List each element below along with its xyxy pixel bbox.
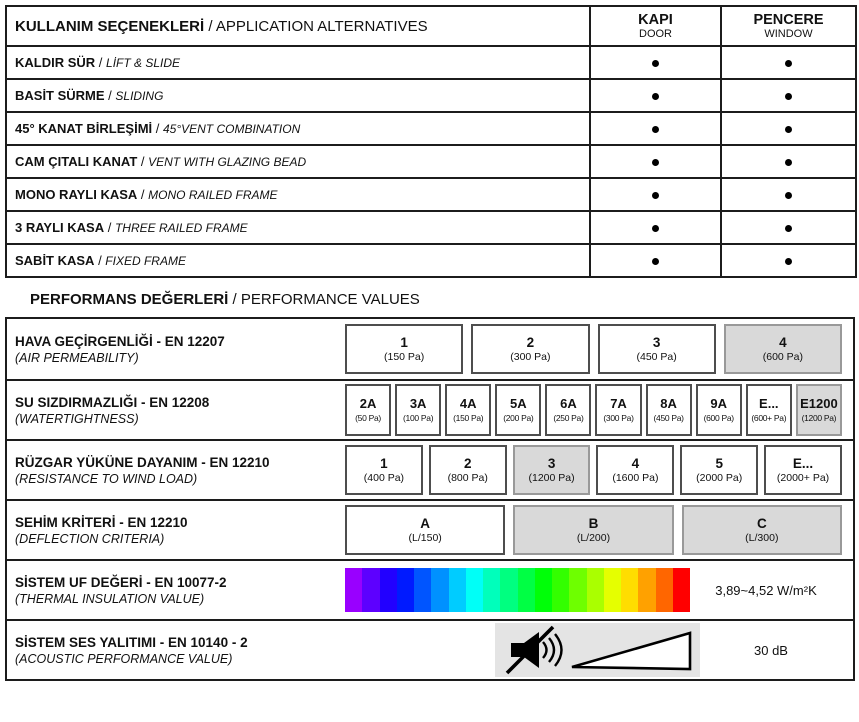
window-applicability-cell <box>721 79 856 112</box>
row-label-english: VENT WITH GLAZING BEAD <box>148 155 307 169</box>
table-row <box>6 244 856 277</box>
gradient-segment <box>621 568 638 612</box>
window-applicability-cell <box>721 46 856 79</box>
performance-label-english: (DEFLECTION CRITERIA) <box>15 531 165 546</box>
class-boxes <box>345 505 842 555</box>
class-pressure-value: (300 Pa) <box>603 412 634 423</box>
performance-row <box>7 499 853 559</box>
row-label-turkish: 45° KANAT BİRLEŞİMİ <box>15 121 153 136</box>
gradient-segment <box>345 568 362 612</box>
class-pressure-value: (400 Pa) <box>363 471 405 484</box>
window-applicability-cell <box>721 145 856 178</box>
bullet-marker <box>785 60 792 67</box>
performance-title-separator: / <box>228 291 241 308</box>
door-applicability-cell <box>590 79 721 112</box>
class-pressure-value: (600+ Pa) <box>751 412 787 423</box>
class-box <box>429 445 507 495</box>
row-label-separator: / <box>104 88 116 103</box>
gradient-segment <box>449 568 466 612</box>
class-box-selected <box>724 324 842 374</box>
volume-wedge-icon <box>572 633 690 669</box>
table-row <box>6 46 856 79</box>
window-applicability-cell <box>721 112 856 145</box>
performance-title-turkish: PERFORMANS DEĞERLERİ <box>30 291 229 308</box>
class-label: 9A <box>710 395 728 411</box>
performance-row-label <box>7 630 345 671</box>
performance-label-turkish: RÜZGAR YÜKÜNE DAYANIM - EN 12210 <box>15 454 270 470</box>
class-label: 4A <box>459 395 477 411</box>
gradient-segment <box>500 568 517 612</box>
bullet-marker <box>652 225 659 232</box>
row-label-separator: / <box>137 154 149 169</box>
row-label-english: LİFT & SLIDE <box>106 56 181 70</box>
performance-label-english: (AIR PERMEABILITY) <box>15 350 139 365</box>
bullet-marker <box>652 93 659 100</box>
class-boxes <box>345 384 842 436</box>
class-box-selected <box>796 384 842 436</box>
row-label-english: MONO RAILED FRAME <box>148 188 278 202</box>
class-box <box>445 384 491 436</box>
class-label: 3 <box>652 334 661 350</box>
row-label <box>6 46 590 79</box>
class-box <box>764 445 842 495</box>
class-box-selected <box>682 505 842 555</box>
table-row <box>6 178 856 211</box>
door-applicability-cell <box>590 178 721 211</box>
performance-row-label <box>7 570 345 611</box>
class-label: 3A <box>409 395 427 411</box>
class-box <box>595 384 641 436</box>
performance-row-values <box>345 445 853 495</box>
acoustic-performance-value: 30 dB <box>754 642 788 658</box>
application-title-english: APPLICATION ALTERNATIVES <box>215 17 428 35</box>
class-box <box>545 384 591 436</box>
performance-label-english: (WATERTIGHTNESS) <box>15 411 139 426</box>
class-label: 5 <box>715 455 723 471</box>
row-label-turkish: SABİT KASA <box>15 253 95 268</box>
class-boxes <box>345 324 842 374</box>
door-applicability-cell <box>590 46 721 79</box>
row-label-turkish: KALDIR SÜR <box>15 55 96 70</box>
bullet-marker <box>785 192 792 199</box>
door-applicability-cell <box>590 211 721 244</box>
class-label: 1 <box>380 455 388 471</box>
application-table-header-row <box>6 6 856 46</box>
door-header-english: DOOR <box>639 27 672 40</box>
performance-row-values <box>345 384 853 436</box>
row-label-separator: / <box>137 187 149 202</box>
class-label: 4 <box>779 334 787 350</box>
class-box <box>696 384 742 436</box>
class-pressure-value: (450 Pa) <box>636 350 677 363</box>
class-box <box>345 445 423 495</box>
row-label-separator: / <box>152 121 163 136</box>
performance-label-turkish: SU SIZDIRMAZLIĞI - EN 12208 <box>15 394 210 410</box>
gradient-segment <box>673 568 690 612</box>
row-label-separator: / <box>95 55 107 70</box>
gradient-segment <box>518 568 535 612</box>
row-label-english: 45°VENT COMBINATION <box>162 122 301 136</box>
performance-row-label <box>7 450 345 491</box>
class-pressure-value: (50 Pa) <box>355 412 381 423</box>
class-pressure-value: (L/200) <box>576 531 611 544</box>
door-applicability-cell <box>590 145 721 178</box>
class-label: C <box>756 515 767 531</box>
class-pressure-value: (150 Pa) <box>383 350 425 363</box>
class-box <box>345 505 505 555</box>
acoustic-icon-block <box>495 623 700 677</box>
bullet-marker <box>785 159 792 166</box>
class-box <box>395 384 441 436</box>
class-box <box>746 384 792 436</box>
bullet-marker <box>785 93 792 100</box>
class-box <box>345 324 463 374</box>
gradient-segment <box>431 568 448 612</box>
table-row <box>6 145 856 178</box>
class-label: 3 <box>547 455 556 471</box>
performance-row-values <box>345 505 853 555</box>
performance-title-english: PERFORMANCE VALUES <box>240 291 420 308</box>
gradient-segment <box>569 568 586 612</box>
row-label <box>6 211 590 244</box>
class-pressure-value: (1600 Pa) <box>612 471 659 484</box>
bullet-marker <box>652 126 659 133</box>
class-label: 6A <box>560 395 577 411</box>
window-applicability-cell <box>721 178 856 211</box>
class-label: E... <box>792 455 814 471</box>
bullet-marker <box>652 192 659 199</box>
class-pressure-value: (600 Pa) <box>703 412 734 423</box>
application-title-turkish: KULLANIM SEÇENEKLERİ <box>15 17 205 35</box>
row-label <box>6 244 590 277</box>
class-label: E... <box>759 395 779 411</box>
door-header-turkish: KAPI <box>638 11 673 28</box>
row-label-english: SLIDING <box>115 89 164 103</box>
class-label: E1200 <box>800 395 838 411</box>
performance-row-values <box>345 623 853 677</box>
bullet-marker <box>785 258 792 265</box>
class-box <box>495 384 541 436</box>
bullet-marker <box>652 159 659 166</box>
gradient-segment <box>656 568 673 612</box>
class-label: 2A <box>359 395 377 411</box>
application-table-title <box>6 6 590 46</box>
class-box <box>680 445 758 495</box>
row-label-english: FIXED FRAME <box>105 254 186 268</box>
row-label <box>6 178 590 211</box>
thermal-insulation-value: 3,89~4,52 W/m²K <box>715 582 817 598</box>
class-pressure-value: (100 Pa) <box>403 412 434 423</box>
table-row <box>6 211 856 244</box>
class-pressure-value: (L/300) <box>745 531 779 544</box>
performance-label-turkish: SEHİM KRİTERİ - EN 12210 <box>15 514 188 530</box>
performance-values-title <box>30 291 855 308</box>
row-label <box>6 145 590 178</box>
performance-label-english: (THERMAL INSULATION VALUE) <box>15 591 205 606</box>
column-header-door <box>590 6 721 46</box>
performance-label-english: (ACOUSTIC PERFORMANCE VALUE) <box>15 651 233 666</box>
performance-row <box>7 379 853 439</box>
window-applicability-cell <box>721 244 856 277</box>
sound-wave-arc-3 <box>555 634 562 666</box>
row-label-separator: / <box>104 220 115 235</box>
class-label: 2 <box>463 455 472 471</box>
row-label-turkish: BASİT SÜRME <box>15 88 105 103</box>
class-box <box>598 324 716 374</box>
bullet-marker <box>785 126 792 133</box>
performance-values-table <box>5 317 855 681</box>
class-pressure-value: (2000 Pa) <box>696 471 743 484</box>
class-label: 2 <box>526 334 535 350</box>
performance-row-label <box>7 390 345 431</box>
class-pressure-value: (1200 Pa) <box>528 471 575 484</box>
gradient-segment <box>587 568 604 612</box>
class-pressure-value: (300 Pa) <box>510 350 551 363</box>
gradient-segment <box>552 568 569 612</box>
window-applicability-cell <box>721 211 856 244</box>
class-pressure-value: (450 Pa) <box>653 412 684 423</box>
gradient-segment <box>535 568 552 612</box>
class-pressure-value: (2000+ Pa) <box>776 471 830 484</box>
gradient-segment <box>397 568 414 612</box>
performance-label-english: (RESISTANCE TO WIND LOAD) <box>15 471 198 486</box>
class-boxes <box>345 445 842 495</box>
class-box <box>471 324 589 374</box>
application-alternatives-table <box>5 5 857 278</box>
class-label: 8A <box>660 395 677 411</box>
column-header-window <box>721 6 856 46</box>
class-pressure-value: (600 Pa) <box>762 350 804 363</box>
row-label-english: THREE RAILED FRAME <box>114 221 248 235</box>
gradient-segment <box>466 568 483 612</box>
gradient-segment <box>638 568 655 612</box>
bullet-marker <box>785 225 792 232</box>
bullet-marker <box>652 258 659 265</box>
class-label: 4 <box>631 455 640 471</box>
sound-wave-arc-2 <box>549 638 554 662</box>
class-box <box>345 384 391 436</box>
class-pressure-value: (150 Pa) <box>453 412 484 423</box>
row-label-turkish: 3 RAYLI KASA <box>15 220 105 235</box>
performance-label-turkish: SİSTEM UF DEĞERİ - EN 10077-2 <box>15 574 227 590</box>
row-label <box>6 112 590 145</box>
performance-row <box>7 319 853 379</box>
door-applicability-cell <box>590 112 721 145</box>
performance-row <box>7 559 853 619</box>
title-separator: / <box>204 17 216 35</box>
class-label: 7A <box>610 395 627 411</box>
class-label: B <box>588 515 599 531</box>
class-label: 1 <box>400 334 408 350</box>
gradient-segment <box>483 568 500 612</box>
row-label-turkish: MONO RAYLI KASA <box>15 187 138 202</box>
window-header-turkish: PENCERE <box>753 11 824 28</box>
performance-row-values <box>345 324 853 374</box>
row-label-turkish: CAM ÇITALI KANAT <box>15 154 138 169</box>
table-row <box>6 112 856 145</box>
gradient-segment <box>362 568 379 612</box>
gradient-segment <box>604 568 621 612</box>
performance-row-label <box>7 329 345 370</box>
gradient-segment <box>380 568 397 612</box>
row-label <box>6 79 590 112</box>
class-box <box>596 445 674 495</box>
class-pressure-value: (L/150) <box>408 531 442 544</box>
class-box <box>646 384 692 436</box>
bullet-marker <box>652 60 659 67</box>
class-label: 5A <box>510 395 527 411</box>
class-pressure-value: (800 Pa) <box>447 471 488 484</box>
thermal-gradient-bar <box>345 568 690 612</box>
row-label-separator: / <box>94 253 106 268</box>
performance-row-label <box>7 510 345 551</box>
sound-wave-arc-1 <box>543 642 547 658</box>
performance-row <box>7 619 853 679</box>
class-label: A <box>420 515 431 531</box>
class-pressure-value: (200 Pa) <box>503 412 534 423</box>
muted-speaker-and-volume-icon <box>500 625 696 675</box>
class-box-selected <box>513 445 591 495</box>
class-pressure-value: (1200 Pa) <box>801 412 837 423</box>
performance-row-values <box>345 568 853 612</box>
performance-label-turkish: HAVA GEÇİRGENLİĞİ - EN 12207 <box>15 333 225 349</box>
table-row <box>6 79 856 112</box>
performance-row <box>7 439 853 499</box>
class-box-selected <box>513 505 673 555</box>
gradient-segment <box>414 568 431 612</box>
door-applicability-cell <box>590 244 721 277</box>
window-header-english: WINDOW <box>764 27 813 40</box>
performance-label-turkish: SİSTEM SES YALITIMI - EN 10140 - 2 <box>15 634 248 650</box>
class-pressure-value: (250 Pa) <box>553 412 584 423</box>
